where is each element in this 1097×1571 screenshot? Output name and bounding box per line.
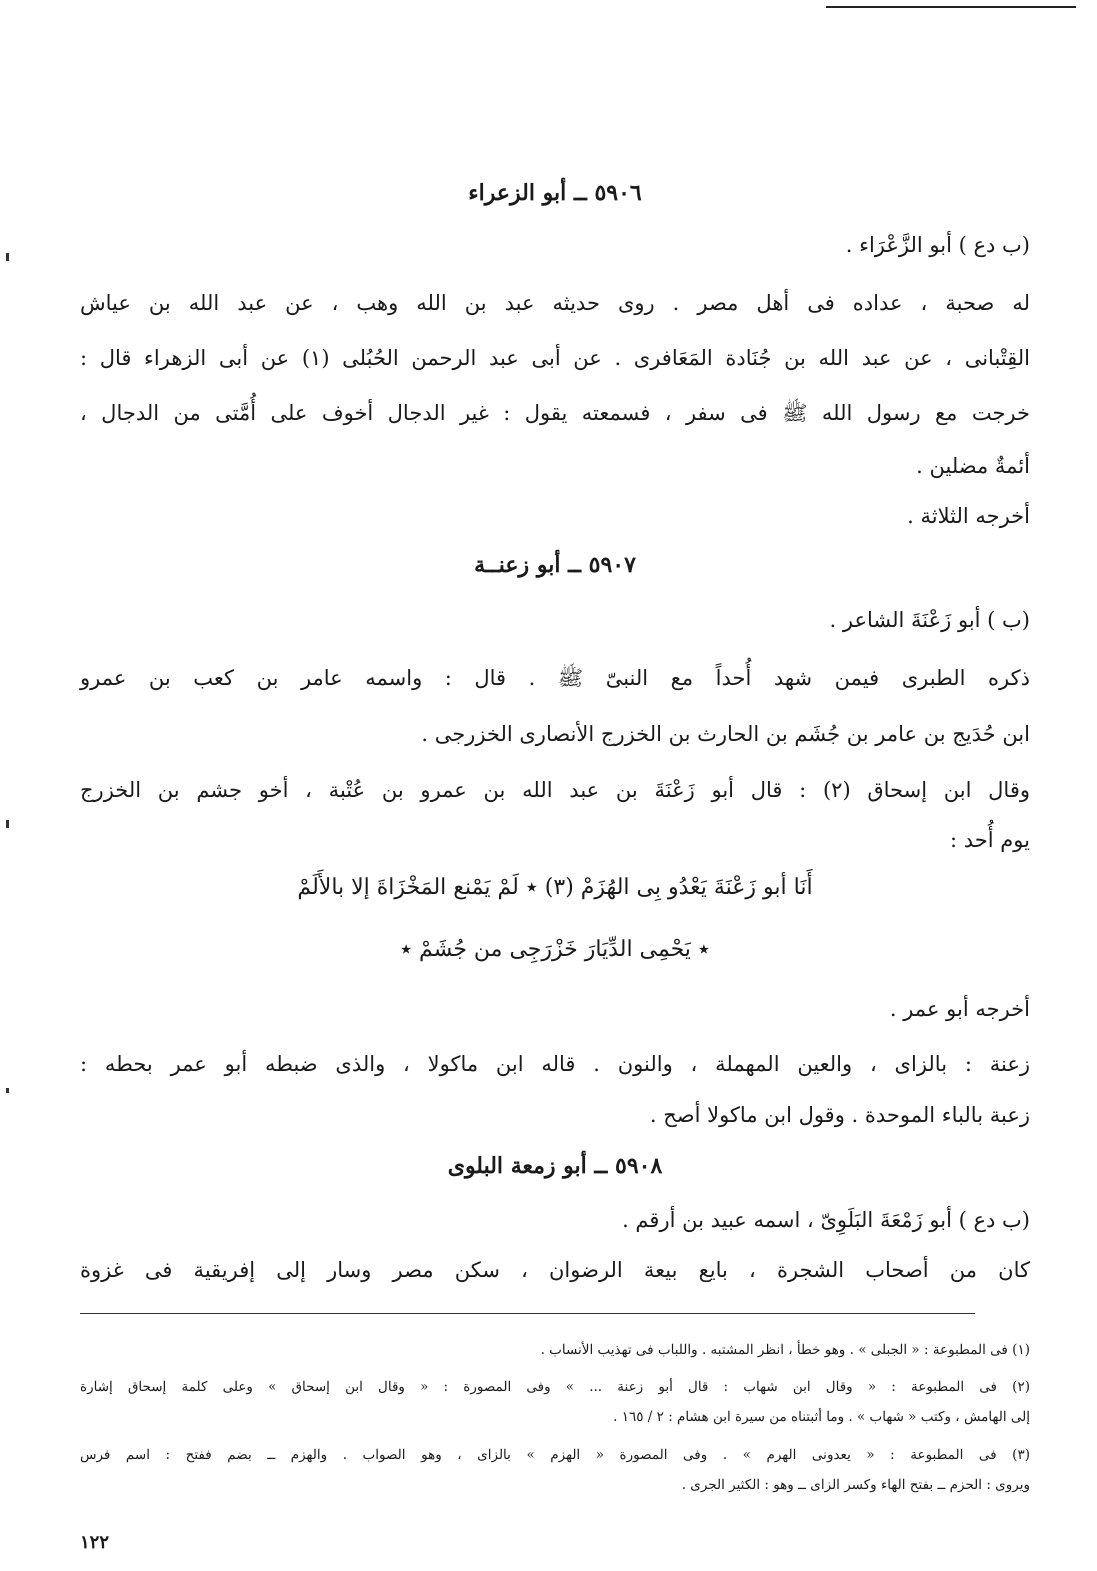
margin-mark bbox=[6, 253, 9, 261]
paragraph-line: ابن حُدَيج بن عامر بن جُشَم بن الحارث بن الخزرج الأنصارى الخزرجى . bbox=[421, 722, 1030, 746]
footnote: (١) فى المطبوعة : « الجبلى » . وهو خطأ ، انظر المشتبه . واللباب فى تهذيب الأنساب . bbox=[540, 1342, 1030, 1358]
margin-mark bbox=[6, 1088, 9, 1093]
book-page bbox=[80, 0, 1030, 1571]
entry-title-line: (ب دع ) أبو الزَّعْرَاء . bbox=[845, 233, 1030, 257]
footnote: (٣) فى المطبوعة : « يعدونى الهرم » . وفى المصورة « الهزم » بالزاى ، وهو الصواب . والهزم ــ بضم ففتح : اسم فرس bbox=[80, 1447, 1030, 1463]
footnote: إلى الهامش ، وكتب « شهاب » . وما أثبتناه من سيرة ابن هشام : ٢ / ١٦٥ . bbox=[613, 1409, 1030, 1425]
entry-heading: ٥٩٠٨ ــ أبو زمعة البلوى bbox=[447, 1153, 663, 1179]
paragraph-line: زعنة : بالزاى ، والعين المهملة ، والنون . قاله ابن ماكولا ، والذى ضبطه أبو عمر بحطه : bbox=[80, 1052, 1030, 1076]
source-line: أخرجه أبو عمر . bbox=[889, 997, 1030, 1021]
source-line: أخرجه الثلاثة . bbox=[907, 504, 1030, 528]
paragraph-line: القِتْبانى ، عن عبد الله بن جُنَادة المَعَافرى . عن أبى عبد الرحمن الحُبُلى (١) عن أبى الزهراء قال : bbox=[80, 346, 1030, 370]
poem-verse: ٭ يَحْمِى الدِّيَارَ خَزْرَجِى من جُشَمْ ٭ bbox=[400, 937, 710, 962]
page-number: ١٢٢ bbox=[80, 1532, 110, 1553]
footnote-divider bbox=[80, 1313, 975, 1314]
paragraph-line: كان من أصحاب الشجرة ، بايع بيعة الرضوان ، سكن مصر وسار إلى إفريقية فى غزوة bbox=[80, 1258, 1030, 1282]
paragraph-line: وقال ابن إسحاق (٢) : قال أبو زَعْنَةَ بن عبد الله بن عمرو بن عُتْبة ، أخو جشم بن الخزرج bbox=[80, 778, 1030, 802]
footnote: (٢) فى المطبوعة : « وقال ابن شهاب : قال أبو زعنة ... » وفى المصورة : « وقال ابن إسحاق » وعلى كلمة إسحاق إشارة bbox=[80, 1379, 1030, 1395]
paragraph-line: خرجت مع رسول الله ﷺ فى سفر ، فسمعته يقول : غير الدجال أخوف على أُمَّتى من الدجال ، bbox=[80, 401, 1030, 425]
entry-title-line: (ب دع ) أبو زَمْعَةَ البَلَوِىّ ، اسمه عبيد بن أرقم . bbox=[622, 1208, 1030, 1232]
paragraph-line: يوم أُحد : bbox=[950, 828, 1030, 852]
paragraph-line: له صحبة ، عداده فى أهل مصر . روى حديثه عبد بن الله وهب ، عن عبد الله بن عياش bbox=[80, 291, 1030, 315]
paragraph-line: زعبة بالباء الموحدة . وقول ابن ماكولا أصح . bbox=[649, 1103, 1030, 1127]
entry-heading: ٥٩٠٧ ــ أبو زعنــة bbox=[474, 552, 636, 578]
footnote: ويروى : الحزم ــ بفتح الهاء وكسر الزاى ــ وهو : الكثير الجرى . bbox=[681, 1477, 1030, 1493]
entry-heading: ٥٩٠٦ ــ أبو الزعراء bbox=[468, 180, 642, 206]
paragraph-line: أئمةٌ مضلين . bbox=[916, 454, 1030, 478]
poem-verse: أَنَا أبو زَعْنَةَ يَعْدُو بِى الهُزَمْ (٣) ٭ لَمْ يَمْنع المَخْزَاةَ إلا بالأَلَمْ bbox=[297, 875, 813, 900]
entry-title-line: (ب ) أبو زَعْنَةَ الشاعر . bbox=[829, 608, 1030, 632]
margin-mark bbox=[6, 820, 9, 828]
paragraph-line: ذكره الطبرى فيمن شهد أُحداً مع النبىّ ﷺ . قال : واسمه عامر بن كعب بن عمرو bbox=[80, 666, 1030, 690]
